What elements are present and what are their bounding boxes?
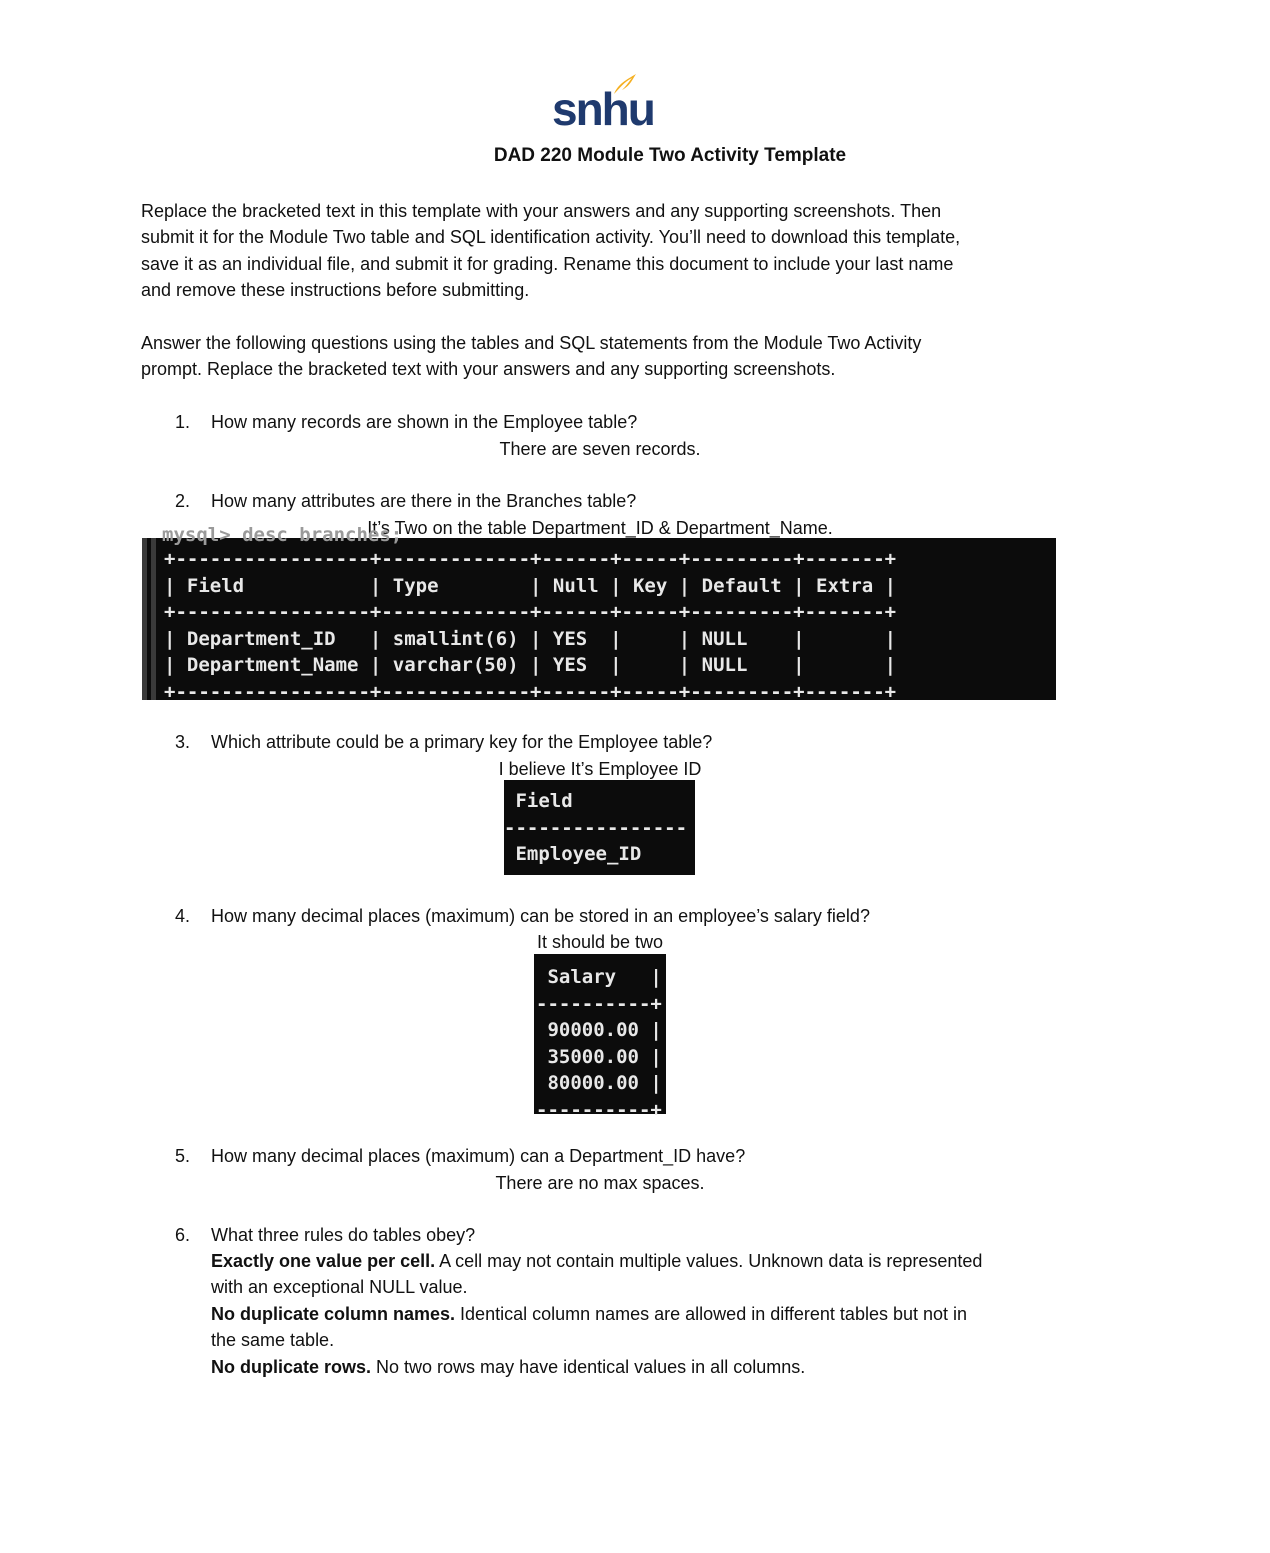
terminal-line: ----------+ xyxy=(536,992,662,1015)
question-text: Which attribute could be a primary key for the Employee table? xyxy=(211,732,713,752)
answer-4: It should be two xyxy=(536,932,664,952)
terminal-line: Employee_ID xyxy=(504,843,642,866)
terminal-table-text xyxy=(504,788,687,868)
rule-line xyxy=(211,1248,1071,1274)
snhu-logo xyxy=(552,72,654,135)
rule-title: No duplicate rows. xyxy=(211,1357,372,1377)
terminal-line: +-----------------+-------------+------+-----+---------+-------+ xyxy=(164,548,897,570)
terminal-table-text xyxy=(536,964,662,1124)
terminal-line: Field xyxy=(504,790,573,812)
question-text: How many decimal places (maximum) can a Department_ID have? xyxy=(211,1146,746,1166)
rule-3 xyxy=(211,1354,1071,1380)
intro-line: and remove these instructions before submitting. xyxy=(141,280,530,301)
terminal-clipped-line: mysql> desc branches; xyxy=(162,524,403,546)
rule-title: Exactly one value per cell. xyxy=(211,1251,436,1271)
terminal-line: | Field | Type | Null | Key | Default | Extra | xyxy=(164,574,897,597)
terminal-line: 90000.00 | xyxy=(536,1019,662,1042)
terminal-line: 80000.00 | xyxy=(536,1072,662,1095)
answer-2: It’s Two on the table Department_ID & Department_Name. xyxy=(367,518,833,538)
intro-line: submit it for the Module Two table and SQL identification activity. You’ll need to download this template, xyxy=(141,227,961,248)
terminal-table-text xyxy=(164,546,896,706)
intro-paragraph xyxy=(141,198,1071,304)
answer-1: There are seven records. xyxy=(499,439,701,459)
salary-screenshot xyxy=(534,954,666,1121)
field-screenshot xyxy=(504,780,695,875)
instructions-line: prompt. Replace the bracketed text with your answers and any supporting screenshots. xyxy=(141,359,836,380)
logo-wordmark: snhu xyxy=(552,83,654,135)
rule-2 xyxy=(211,1301,1071,1354)
rule-continuation: with an exceptional NULL value. xyxy=(211,1277,468,1298)
rule-continuation: the same table. xyxy=(211,1330,335,1351)
terminal-line: | Department_ID | smallint(6) | YES | | NULL | | xyxy=(164,627,897,650)
question-number: 1. xyxy=(175,412,191,432)
rule-title: No duplicate column names. xyxy=(211,1304,456,1324)
rule-text: No two rows may have identical values in all columns. xyxy=(371,1357,806,1377)
intro-line: save it as an individual file, and submit it for grading. Rename this document to include your last name xyxy=(141,253,954,274)
terminal-line: +-----------------+-------------+------+-----+---------+-------+ xyxy=(164,680,897,703)
question-text: What three rules do tables obey? xyxy=(211,1225,476,1245)
question-text: How many records are shown in the Employee table? xyxy=(211,412,638,432)
question-number: 2. xyxy=(175,491,191,511)
terminal-line: 35000.00 | xyxy=(536,1045,662,1068)
terminal-scrollbar xyxy=(142,538,156,700)
rule-line xyxy=(211,1354,1071,1380)
rule-line xyxy=(211,1301,1071,1327)
instructions-line: Answer the following questions using the tables and SQL statements from the Module Two Activity xyxy=(141,333,922,353)
question-text: How many decimal places (maximum) can be stored in an employee’s salary field? xyxy=(211,906,870,926)
question-number: 5. xyxy=(175,1146,191,1166)
terminal-line: | Department_Name | varchar(50) | YES | | NULL | | xyxy=(164,654,897,677)
terminal-line: ---------------- xyxy=(504,816,688,839)
question-number: 3. xyxy=(175,732,191,752)
answer-3: I believe It’s Employee ID xyxy=(498,759,702,779)
terminal-line: ----------+ xyxy=(536,1098,662,1121)
document-title: DAD 220 Module Two Activity Template xyxy=(493,145,847,166)
terminal-line: Salary | xyxy=(536,966,662,988)
terminal-line: +-----------------+-------------+------+-----+---------+-------+ xyxy=(164,601,897,624)
answer-5: There are no max spaces. xyxy=(495,1173,705,1193)
question-number: 4. xyxy=(175,906,191,926)
rule-text: Identical column names are allowed in different tables but not in xyxy=(455,1304,968,1324)
rule-1 xyxy=(211,1248,1071,1301)
question-text: How many attributes are there in the Branches table? xyxy=(211,491,637,511)
rule-text: A cell may not contain multiple values. Unknown data is represented xyxy=(435,1251,983,1271)
instructions-paragraph xyxy=(141,330,1071,383)
intro-line: Replace the bracketed text in this template with your answers and any supporting screenshots. Then xyxy=(141,201,942,221)
question-number: 6. xyxy=(175,1225,191,1245)
